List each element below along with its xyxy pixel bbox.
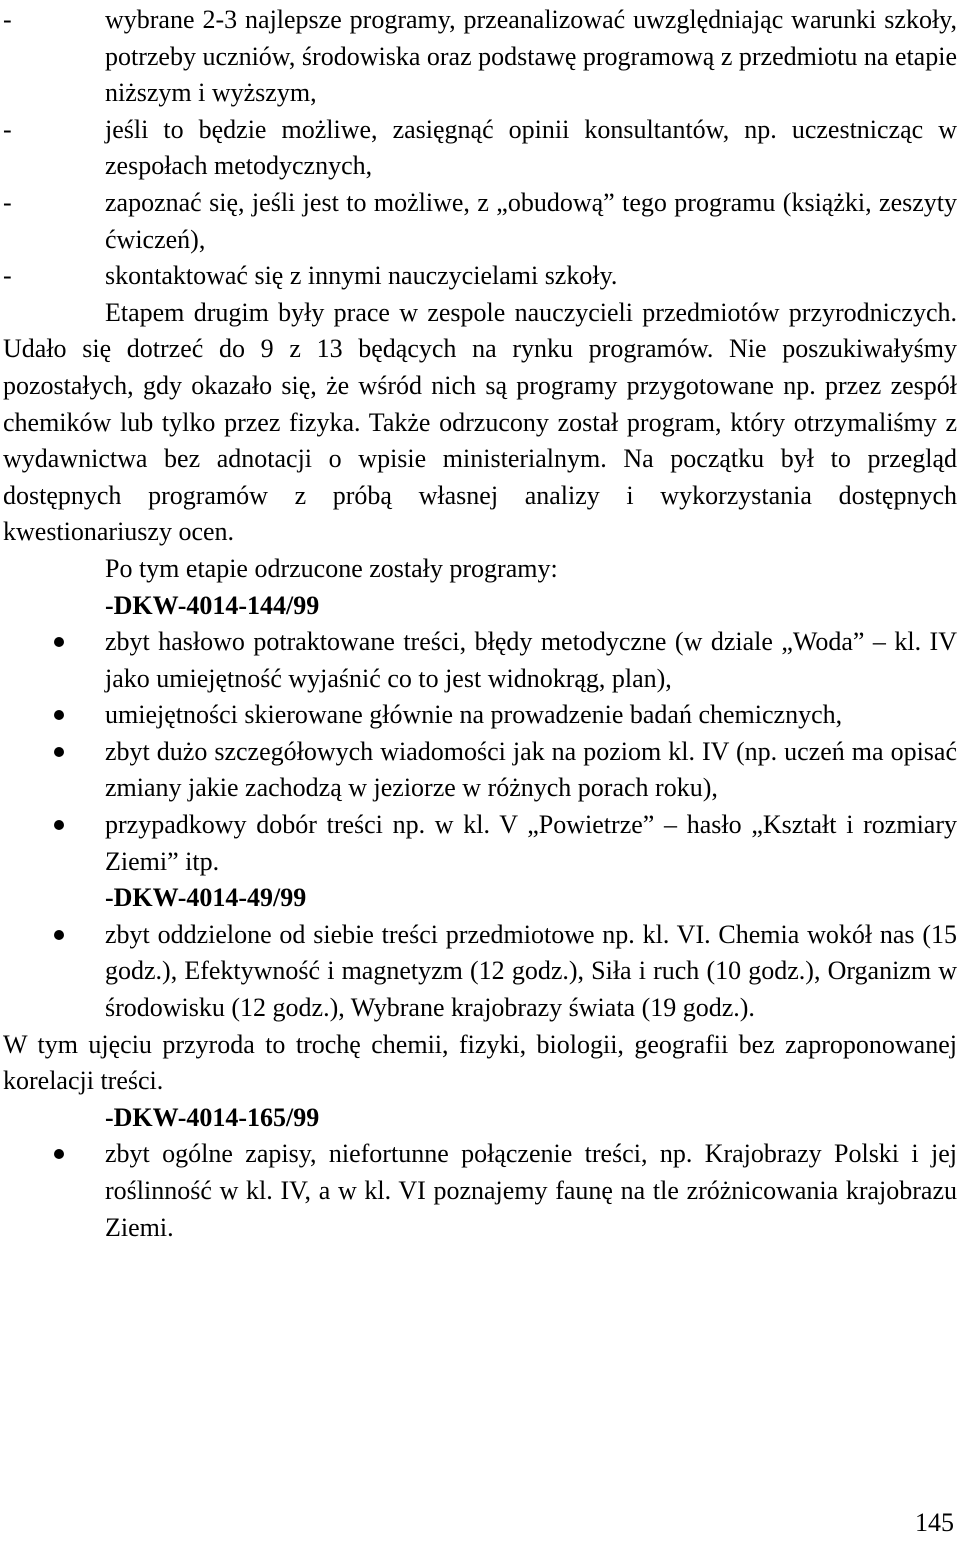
bullet-icon [54,710,64,720]
list-item [3,258,957,295]
list-item [3,624,957,697]
list-item-text: przypadkowy dobór treści np. w kl. V „Powietrze” – hasło „Kształt i rozmiary Ziemi” itp. [105,810,957,876]
program-critique-list [3,624,957,880]
page-number: 145 [915,1508,954,1537]
list-item [3,2,957,112]
program-code: -DKW-4014-165/99 [105,1102,320,1132]
rejected-programs-intro: Po tym etapie odrzucone zostały programy: [105,553,558,583]
bullet-icon [54,1149,64,1159]
program-code: -DKW-4014-144/99 [105,590,320,620]
dash-marker: - [3,114,12,144]
list-item-text: umiejętności skierowane głównie na prowadzenie badań chemicznych, [105,700,843,730]
program-critique-list [3,917,957,1027]
paragraph-stage-two: Etapem drugim były prace w zespole nauczycieli przedmiotów przyrodniczych. Udało się dotrzeć do 9 z 13 będących na rynku programów. Nie poszukiwałyśmy pozostałych, gdy okazało się, że wśród nich są programy przygotowane np. przez zespół chemików lub tylko przez fizyka. Także odrzucony został program, który otrzymaliśmy z wydawnictwa bez adnotacji o wpisie ministerialnym. Na początku był to przegląd dostępnych programów z próbą własnej analizy i wykorzystania dostępnych kwestionariuszy ocen. [3,297,957,547]
bullet-icon [54,930,64,940]
list-item-text: zbyt ogólne zapisy, niefortunne połączenie treści, np. Krajobrazy Polski i jej roślinność w kl. IV, a w kl. VI poznajemy faunę na tle zróżnicowania krajobrazu Ziemi. [105,1139,957,1242]
dash-marker: - [3,5,12,34]
list-item [3,112,957,185]
list-item-text: zbyt dużo szczegółowych wiadomości jak na poziom kl. IV (np. uczeń ma opisać zmiany jakie zachodzą w jeziorze w różnych porach roku), [105,736,957,803]
bullet-icon [54,637,64,647]
list-item-text: zbyt hasłowo potraktowane treści, błędy metodyczne (w dziale „Woda” – kl. IV jako umiejętność wyjaśnić co to jest widnokrąg, plan), [105,627,957,693]
dash-marker: - [3,187,12,217]
paragraph-integration: W tym ujęciu przyroda to trochę chemii, fizyki, biologii, geografii bez zaproponowanej korelacji treści. [3,1029,957,1096]
page-content [3,2,957,1246]
list-item [3,697,957,734]
list-item-text: jeśli to będzie możliwe, zasięgnąć opinii konsultantów, np. uczestnicząc w zespołach metodycznych, [105,114,957,181]
list-item-text: wybrane 2-3 najlepsze programy, przeanalizować uwzględniając warunki szkoły, potrzeby uczniów, środowiska oraz podstawę programową z przedmiotu na etapie niższym i wyższym, [105,5,957,108]
dash-marker: - [3,261,12,291]
bullet-icon [54,747,64,757]
recommendations-list [3,2,957,295]
list-item [3,1136,957,1246]
bullet-icon [54,820,64,830]
program-critique-list [3,1136,957,1246]
list-item [3,734,957,807]
list-item-text: skontaktować się z innymi nauczycielami szkoły. [105,261,618,291]
list-item [3,917,957,1027]
list-item-text: zapoznać się, jeśli jest to możliwe, z „obudową” tego programu (książki, zeszyty ćwiczeń), [105,187,957,254]
list-item [3,185,957,258]
program-code: -DKW-4014-49/99 [105,883,307,913]
list-item-text: zbyt oddzielone od siebie treści przedmiotowe np. kl. VI. Chemia wokół nas (15 godz.), Efektywność i magnetyzm (12 godz.), Siła i ruch (10 godz.), Organizm w środowisku (12 godz.), Wybrane krajobrazy świata (19 godz.). [105,919,957,1023]
list-item [3,807,957,880]
